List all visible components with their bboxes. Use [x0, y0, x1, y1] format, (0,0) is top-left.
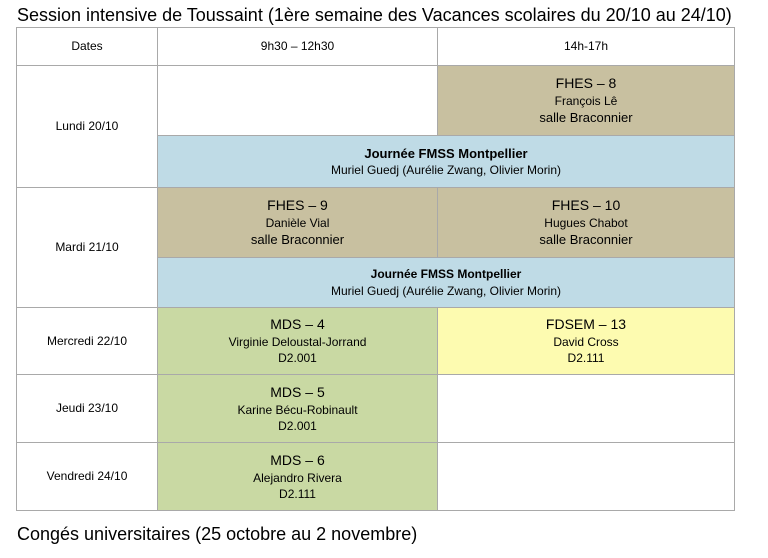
- session-instructors: Muriel Guedj (Aurélie Zwang, Olivier Morin): [330, 163, 562, 178]
- session-instructor: François Lê: [554, 94, 618, 109]
- day-thursday: Jeudi 23/10: [17, 375, 158, 443]
- session-instructor: Virginie Deloustal-Jorrand: [228, 335, 367, 350]
- empty-cell: [438, 443, 735, 511]
- session-instructor: Alejandro Rivera: [253, 470, 342, 485]
- empty-cell: [438, 375, 735, 443]
- session-thursday-morning: [158, 375, 438, 443]
- page-title: Session intensive de Toussaint (1ère semaine des Vacances scolaires du 20/10 au 24/10): [17, 5, 732, 25]
- session-instructors: Muriel Guedj (Aurélie Zwang, Olivier Morin): [330, 283, 562, 298]
- session-instructor: Hugues Chabot: [544, 216, 628, 231]
- session-tuesday-fmss: [158, 258, 735, 308]
- table-row: [17, 443, 735, 511]
- day-monday: Lundi 20/10: [17, 66, 158, 188]
- session-wednesday-afternoon: [438, 308, 735, 375]
- session-room: salle Braconnier: [539, 232, 633, 248]
- empty-cell: [158, 66, 438, 136]
- session-title: FHES – 9: [267, 197, 328, 214]
- table-row: [17, 308, 735, 375]
- session-title: Journée FMSS Montpellier: [370, 267, 522, 282]
- day-friday: Vendredi 24/10: [17, 443, 158, 511]
- session-title: FHES – 10: [551, 197, 621, 214]
- session-monday-afternoon: [438, 66, 735, 136]
- schedule-table: [16, 27, 735, 511]
- session-room: salle Braconnier: [250, 232, 345, 248]
- table-header-row: [17, 28, 735, 66]
- session-instructor: Karine Bécu-Robinault: [237, 402, 358, 417]
- session-room: D2.111: [567, 351, 605, 366]
- session-title: FDSEM – 13: [545, 316, 627, 333]
- table-row: [17, 375, 735, 443]
- session-instructor: David Cross: [553, 335, 619, 350]
- session-room: D2.001: [278, 418, 317, 433]
- session-room: salle Braconnier: [539, 110, 633, 126]
- session-instructor: Danièle Vial: [265, 216, 330, 231]
- day-wednesday: Mercredi 22/10: [17, 308, 158, 375]
- table-row: [17, 188, 735, 258]
- session-room: D2.111: [279, 486, 316, 501]
- table-row: [17, 66, 735, 136]
- session-tuesday-morning: [158, 188, 438, 258]
- session-tuesday-afternoon: [438, 188, 735, 258]
- session-room: D2.001: [278, 351, 317, 366]
- session-monday-fmss: [158, 136, 735, 188]
- session-title: MDS – 4: [270, 316, 325, 333]
- session-wednesday-morning: [158, 308, 438, 375]
- session-title: MDS – 6: [270, 451, 325, 468]
- session-friday-morning: [158, 443, 438, 511]
- session-title: FHES – 8: [555, 75, 617, 92]
- day-tuesday: Mardi 21/10: [17, 188, 158, 308]
- footer-note: Congés universitaires (25 octobre au 2 novembre): [17, 524, 418, 544]
- session-title: Journée FMSS Montpellier: [364, 145, 528, 161]
- header-morning: 9h30 – 12h30: [158, 28, 438, 66]
- header-dates: Dates: [17, 28, 158, 66]
- header-afternoon: 14h-17h: [438, 28, 735, 66]
- session-title: MDS – 5: [270, 383, 325, 400]
